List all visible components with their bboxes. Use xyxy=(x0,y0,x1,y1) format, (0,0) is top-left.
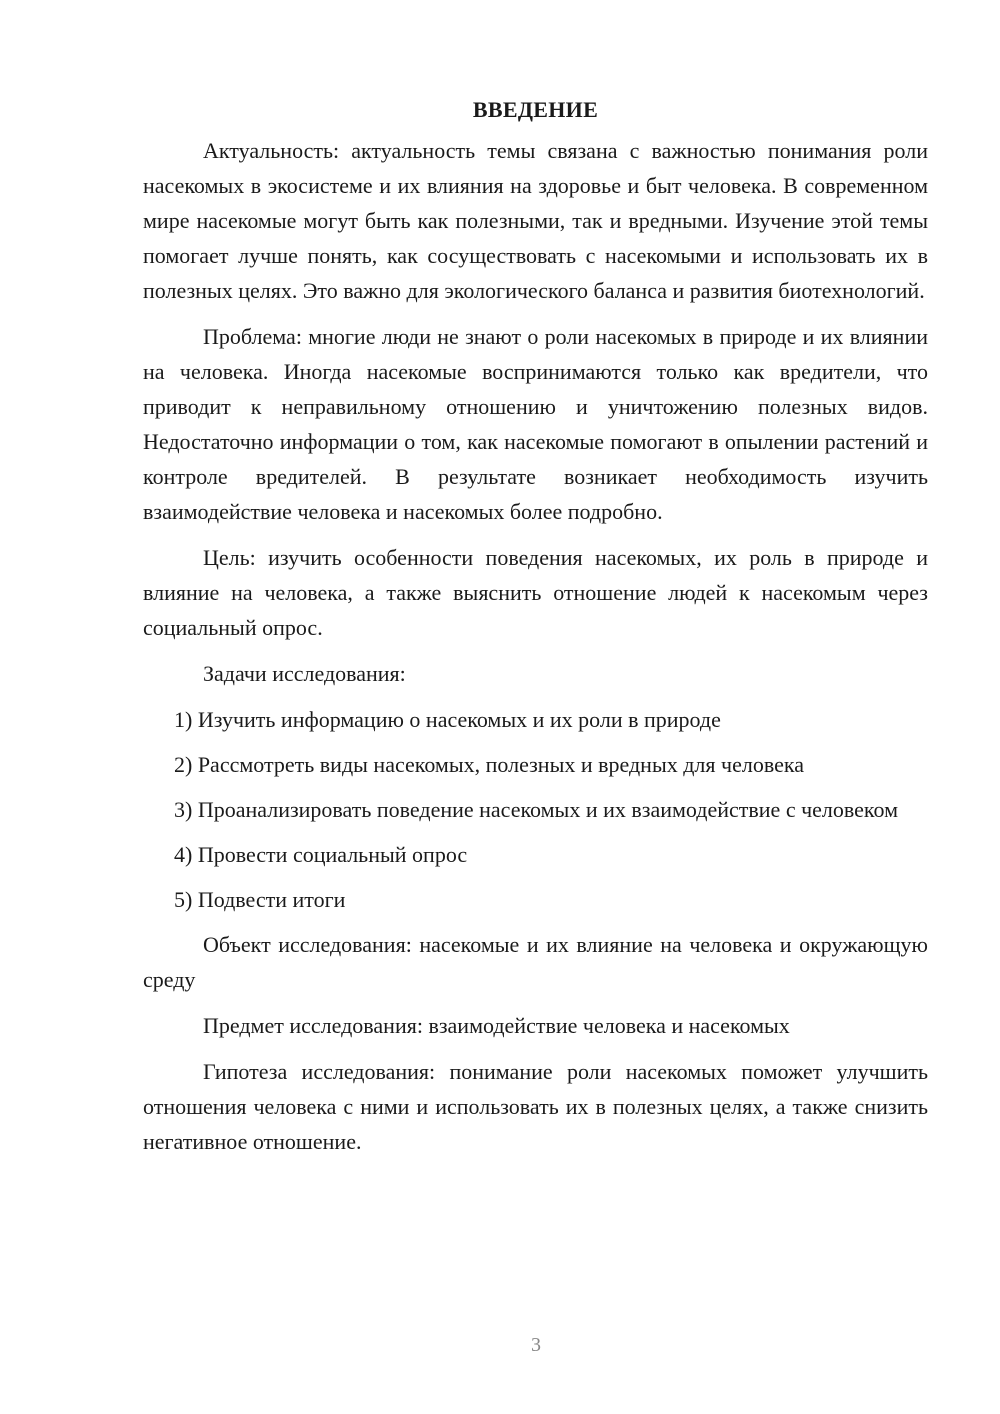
hypothesis-paragraph: Гипотеза исследования: понимание роли насекомых поможет улучшить отношения человека с ними и использовать их в полезных целях, а также снизить негативное отношение. xyxy=(143,1059,928,1154)
section-title: ВВЕДЕНИЕ xyxy=(472,97,599,122)
goal-paragraph: Цель: изучить особенности поведения насекомых, их роль в природе и влияние на человека, а также выяснить отношение людей к насекомым через социальный опрос. xyxy=(143,545,928,640)
page-number: 3 xyxy=(531,1334,541,1356)
task-item-1: 1) Изучить информацию о насекомых и их роли в природе xyxy=(174,707,721,732)
relevance-paragraph: Актуальность: актуальность темы связана с важностью понимания роли насекомых в экосистеме и их влияния на здоровье и быт человека. В современном мире насекомые могут быть как полезными, так и вредными. Изучение этой темы помогает лучше понять, как сосуществовать с насекомыми и использовать их в полезных целях. Это важно для экологического баланса и развития биотехнологий. xyxy=(143,138,928,303)
task-item-2: 2) Рассмотреть виды насекомых, полезных и вредных для человека xyxy=(174,752,804,777)
object-paragraph: Объект исследования: насекомые и их влияние на человека и окружающую среду xyxy=(143,932,928,992)
document-page xyxy=(143,95,928,1170)
subject-paragraph: Предмет исследования: взаимодействие человека и насекомых xyxy=(203,1013,790,1038)
tasks-heading: Задачи исследования: xyxy=(203,661,406,686)
task-item-5: 5) Подвести итоги xyxy=(174,887,346,912)
task-item-3: 3) Проанализировать поведение насекомых и их взаимодействие с человеком xyxy=(174,797,898,822)
task-item-4: 4) Провести социальный опрос xyxy=(174,842,468,867)
problem-paragraph: Проблема: многие люди не знают о роли насекомых в природе и их влиянии на человека. Иногда насекомые воспринимаются только как вредители, что приводит к неправильному отношению и уничтожению полезных видов. Недостаточно информации о том, как насекомые помогают в опылении растений и контроле вредителей. В результате возникает необходимость изучить взаимодействие человека и насекомых более подробно. xyxy=(143,324,928,524)
